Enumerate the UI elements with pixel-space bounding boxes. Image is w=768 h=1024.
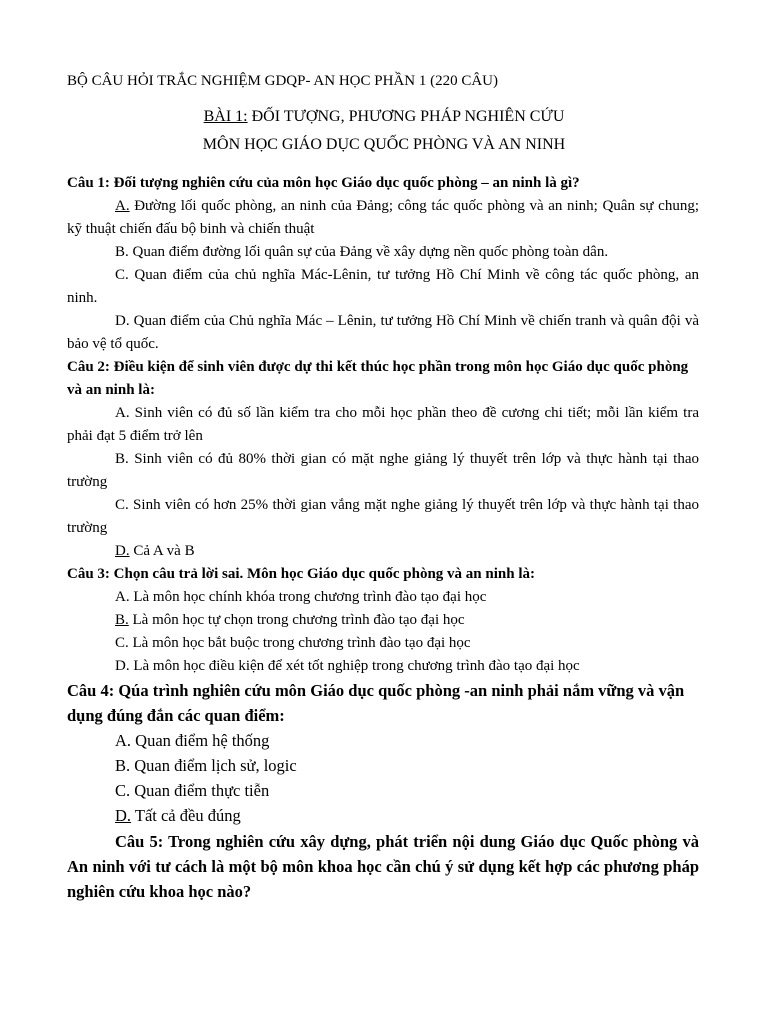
question-3-option-a xyxy=(67,586,699,609)
option-key: D. xyxy=(115,658,130,674)
question-1-option-b xyxy=(67,241,699,264)
question-5 xyxy=(67,829,699,904)
option-text: Quan điểm hệ thống xyxy=(131,731,270,750)
question-4-option-d xyxy=(67,803,699,828)
option-key: C. xyxy=(115,781,131,800)
question-2-option-a xyxy=(67,402,699,448)
question-1 xyxy=(67,172,699,356)
option-key: D. xyxy=(115,806,132,825)
option-text: Quan điểm của chủ nghĩa Mác-Lênin, tư tưởng Hồ Chí Minh về công tác quốc phòng, an ninh. xyxy=(67,267,699,306)
question-2-option-c xyxy=(67,494,699,540)
question-list xyxy=(67,172,699,904)
question-4-option-c xyxy=(67,778,699,803)
option-key: B. xyxy=(115,451,129,467)
lesson-prefix: BÀI 1: xyxy=(203,108,248,125)
option-text: Sinh viên có đủ số lần kiểm tra cho mỗi học phần theo đề cương chi tiết; mỗi lần kiểm tra phải đạt 5 điểm trở lên xyxy=(67,405,699,444)
question-3-label: Câu 3: Chọn câu trả lời sai. Môn học Giáo dục quốc phòng và an ninh là: xyxy=(67,566,535,582)
option-key: A. xyxy=(115,731,132,750)
question-3 xyxy=(67,563,699,678)
option-key: A. xyxy=(115,405,130,421)
option-key: B. xyxy=(115,756,131,775)
question-3-option-c xyxy=(67,632,699,655)
option-text: Quan điểm lịch sử, logic xyxy=(130,756,297,775)
option-text: Sinh viên có đủ 80% thời gian có mặt nghe giảng lý thuyết trên lớp và thực hành tại thao trường xyxy=(67,451,699,490)
option-key: D. xyxy=(115,313,130,329)
option-key: C. xyxy=(115,267,129,283)
question-4-option-b xyxy=(67,753,699,778)
option-key: A. xyxy=(115,589,130,605)
option-key: A. xyxy=(115,198,130,214)
question-2-option-b xyxy=(67,448,699,494)
option-text: Quan điểm thực tiễn xyxy=(130,781,270,800)
question-5-label: Câu 5: Trong nghiên cứu xây dựng, phát triển nội dung Giáo dục Quốc phòng và An ninh với tư cách là một bộ môn khoa học cần chú ý sử dụng kết hợp các phương pháp nghiên cứu khoa học nào? xyxy=(67,832,699,901)
lesson-title-text: ĐỐI TƯỢNG, PHƯƠNG PHÁP NGHIÊN CỨU xyxy=(247,108,565,125)
option-key: D. xyxy=(115,543,130,559)
option-text: Quan điểm của Chủ nghĩa Mác – Lênin, tư tưởng Hồ Chí Minh về chiến tranh và quân đội và bảo vệ tổ quốc. xyxy=(67,313,699,352)
question-1-option-d xyxy=(67,310,699,356)
question-2 xyxy=(67,356,699,563)
question-3-option-b xyxy=(67,609,699,632)
option-text: Là môn học chính khóa trong chương trình đào tạo đại học xyxy=(129,589,487,605)
option-text: Quan điểm đường lối quân sự của Đảng về xây dựng nền quốc phòng toàn dân. xyxy=(128,244,609,260)
lesson-title-line2: MÔN HỌC GIÁO DỤC QUỐC PHÒNG VÀ AN NINH xyxy=(202,136,566,153)
question-4 xyxy=(67,678,699,828)
option-text: Tất cả đều đúng xyxy=(131,806,241,825)
option-text: Cả A và B xyxy=(129,543,195,559)
option-key: B. xyxy=(115,244,129,260)
lesson-title-line1 xyxy=(0,108,768,126)
question-1-option-c xyxy=(67,264,699,310)
question-1-option-a xyxy=(67,195,699,241)
option-text: Sinh viên có hơn 25% thời gian vắng mặt nghe giảng lý thuyết trên lớp và thực hành tại thao trường xyxy=(67,497,699,536)
question-2-label: Câu 2: Điều kiện để sinh viên được dự thi kết thúc học phần trong môn học Giáo dục quốc phòng và an ninh là: xyxy=(67,359,689,398)
option-text: Là môn học tự chọn trong chương trình đào tạo đại học xyxy=(128,612,465,628)
question-1-label: Câu 1: Đối tượng nghiên cứu của môn học Giáo dục quốc phòng – an ninh là gì? xyxy=(67,175,580,191)
document-header: BỘ CÂU HỎI TRẮC NGHIỆM GDQP- AN HỌC PHẦN 1 (220 CÂU) xyxy=(67,73,498,89)
question-2-option-d xyxy=(67,540,699,563)
option-key: B. xyxy=(115,612,129,628)
option-text: Là môn học bắt buộc trong chương trình đào tạo đại học xyxy=(128,635,471,651)
question-4-label: Câu 4: Qúa trình nghiên cứu môn Giáo dục quốc phòng -an ninh phải nắm vững và vận dụng đúng đắn các quan điểm: xyxy=(67,681,685,725)
option-key: C. xyxy=(115,635,129,651)
option-key: C. xyxy=(115,497,129,513)
question-4-option-a xyxy=(67,728,699,753)
option-text: Đường lối quốc phòng, an ninh của Đảng; công tác quốc phòng và an ninh; Quân sự chung; kỹ thuật chiến đấu bộ binh và chiến thuật xyxy=(67,198,699,237)
option-text: Là môn học điều kiện để xét tốt nghiệp trong chương trình đào tạo đại học xyxy=(129,658,580,674)
question-3-option-d xyxy=(67,655,699,678)
